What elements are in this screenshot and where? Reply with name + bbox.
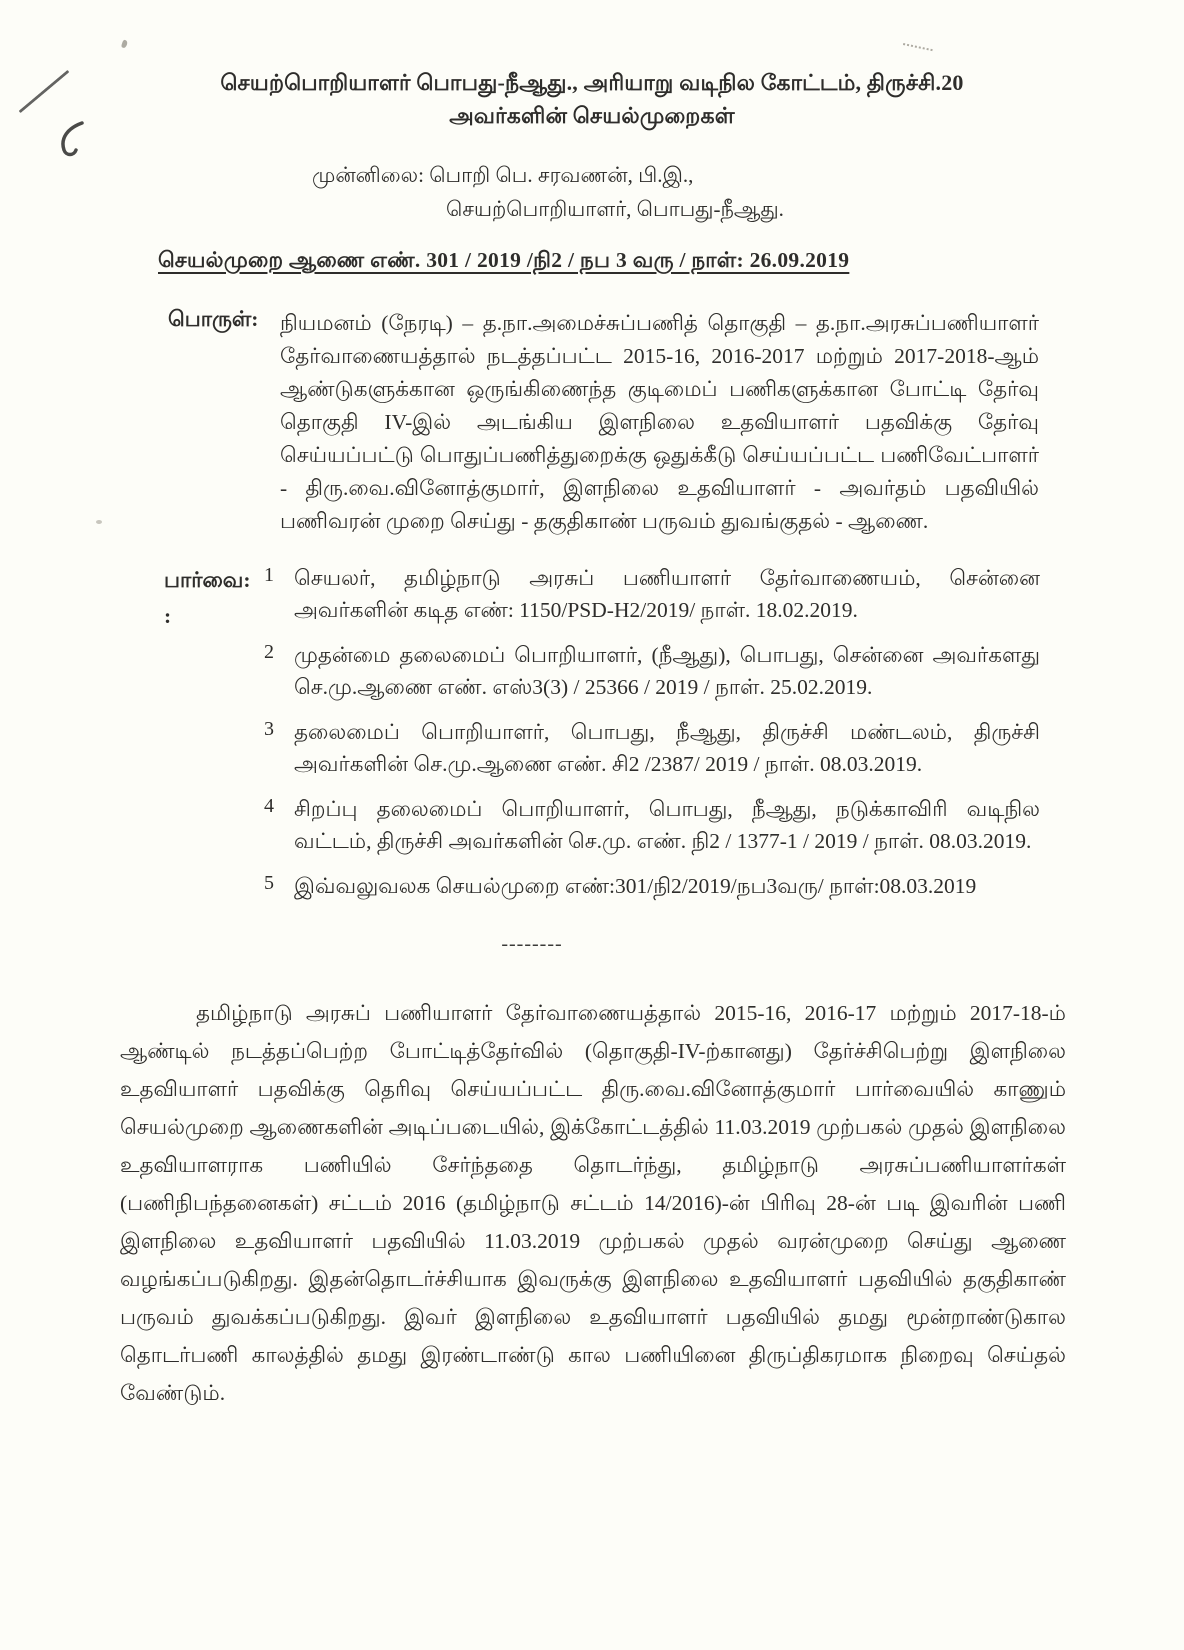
hook-mark-artifact xyxy=(56,120,88,165)
header-proceedings-line: அவர்களின் செயல்முறைகள் xyxy=(449,103,735,128)
reference-number: 3 xyxy=(264,718,274,740)
presence-line xyxy=(312,158,1184,192)
document-header xyxy=(0,0,1184,132)
reference-text: முதன்மை தலைமைப் பொறியாளர், (நீஆது), பொபது, சென்னை அவர்களது செ.மு.ஆணை எண். எஸ்3(3) / 25366 / 2019 / நாள். 25.02.2019. xyxy=(294,643,1040,699)
reference-number: 1 xyxy=(264,564,274,586)
hook-mark-icon xyxy=(56,120,88,160)
reference-item xyxy=(264,716,1040,780)
subject-block xyxy=(168,307,1039,538)
references-label-column xyxy=(164,562,264,634)
reference-number: 4 xyxy=(264,795,274,817)
presence-label: முன்னிலை: xyxy=(312,163,424,187)
references-list xyxy=(264,562,1040,915)
reference-text: தலைமைப் பொறியாளர், பொபது, நீஆது, திருச்சி மண்டலம், திருச்சி அவர்களின் செ.மு.ஆணை எண். சி2 /2387/ 2019 / நாள். 08.03.2019. xyxy=(294,720,1040,776)
subject-label: பொருள்: xyxy=(168,307,259,331)
separator-dashes: -------- xyxy=(501,933,563,955)
officer-designation: செயற்பொறியாளர், பொபது-நீஆது. xyxy=(446,197,784,221)
reference-item xyxy=(264,562,1040,626)
reference-text: சிறப்பு தலைமைப் பொறியாளர், பொபது, நீஆது, நடுக்காவிரி வடிநில வட்டம், திருச்சி அவர்களின் செ.மு. எண். நி2 / 1377-1 / 2019 / நாள். 08.03.2019. xyxy=(294,797,1040,853)
order-number-line: செயல்முறை ஆணை எண். 301 / 2019 /நி2 / நப 3 வரு / நாள்: 26.09.2019 xyxy=(158,248,850,272)
reference-number: 5 xyxy=(264,872,274,894)
officer-name: பொறி பெ. சரவணன், பி.இ., xyxy=(429,163,694,187)
header-office-line: செயற்பொறியாளர் பொபது-நீஆது., அரியாறு வடிநில கோட்டம், திருச்சி.20 xyxy=(220,70,964,95)
reference-item xyxy=(264,870,1040,902)
reference-text: செயலர், தமிழ்நாடு அரசுப் பணியாளர் தேர்வாணையம், சென்னை அவர்களின் கடித எண்: 1150/PSD-H2/2019/ நாள். 18.02.2019. xyxy=(294,566,1040,622)
references-colon: : xyxy=(164,604,172,628)
reference-number: 2 xyxy=(264,641,274,663)
references-block xyxy=(164,562,1040,915)
scan-noise-speck xyxy=(96,520,102,524)
reference-item xyxy=(264,793,1040,857)
body-paragraph: தமிழ்நாடு அரசுப் பணியாளர் தேர்வாணையத்தால் 2015-16, 2016-17 மற்றும் 2017-18-ம் ஆண்டில் நடத்தப்பெற்ற போட்டித்தேர்வில் (தொகுதி-IV-ற்கானது) தேர்ச்சிபெற்று இளநிலை உதவியாளர் பதவிக்கு தெரிவு செய்யப்பட்ட திரு.வை.வினோத்குமார் பார்வையில் காணும் செயல்முறை ஆணைகளின் அடிப்படையில், இக்கோட்டத்தில் 11.03.2019 முற்பகல் முதல் இளநிலை உதவியாளராக பணியில் சேர்ந்ததை தொடர்ந்து, தமிழ்நாடு அரசுப்பணியாளர்கள் (பணிநிபந்தனைகள்) சட்டம் 2016 (தமிழ்நாடு சட்டம் 14/2016)-ன் பிரிவு 28-ன் படி இவரின் பணி இளநிலை உதவியாளர் பதவியில் 11.03.2019 முற்பகல் முதல் வரன்முறை செய்து ஆணை வழங்கப்படுகிறது. இதன்தொடர்ச்சியாக இவருக்கு இளநிலை உதவியாளர் பதவியில் தகுதிகாண் பருவம் துவக்கப்படுகிறது. இவர் இளநிலை உதவியாளர் பதவியில் தமது மூன்றாண்டுகால தொடர்பணி காலத்தில் தமது இரண்டாண்டு கால பணியினை திருப்திகரமாக நிறைவு செய்தல் வேண்டும். xyxy=(120,1001,1066,1405)
presence-block xyxy=(312,158,1184,226)
reference-item xyxy=(264,639,1040,703)
reference-text: இவ்வலுவலக செயல்முறை எண்:301/நி2/2019/நப3வரு/ நாள்:08.03.2019 xyxy=(294,874,977,898)
references-label: பார்வை: xyxy=(164,568,251,592)
subject-text: நியமனம் (நேரடி) – த.நா.அமைச்சுப்பணித் தொகுதி – த.நா.அரசுப்பணியாளர் தேர்வாணையத்தால் நடத்தப்பட்ட 2015-16, 2016-2017 மற்றும் 2017-2018-ஆம் ஆண்டுகளுக்கான ஒருங்கிணைந்த குடிமைப் பணிகளுக்கான போட்டி தேர்வு தொகுதி IV-இல் அடங்கிய இளநிலை உதவியாளர் பதவிக்கு தேர்வு செய்யப்பட்டு பொதுப்பணித்துறைக்கு ஒதுக்கீடு செய்யப்பட்ட பணிவேட்பாளர் - திரு.வை.வினோத்குமார், இளநிலை உதவியாளர் - அவர்தம் பதவியில் பணிவரன் முறை செய்து - தகுதிகாண் பருவம் துவங்குதல் - ஆணை. xyxy=(280,311,1039,533)
